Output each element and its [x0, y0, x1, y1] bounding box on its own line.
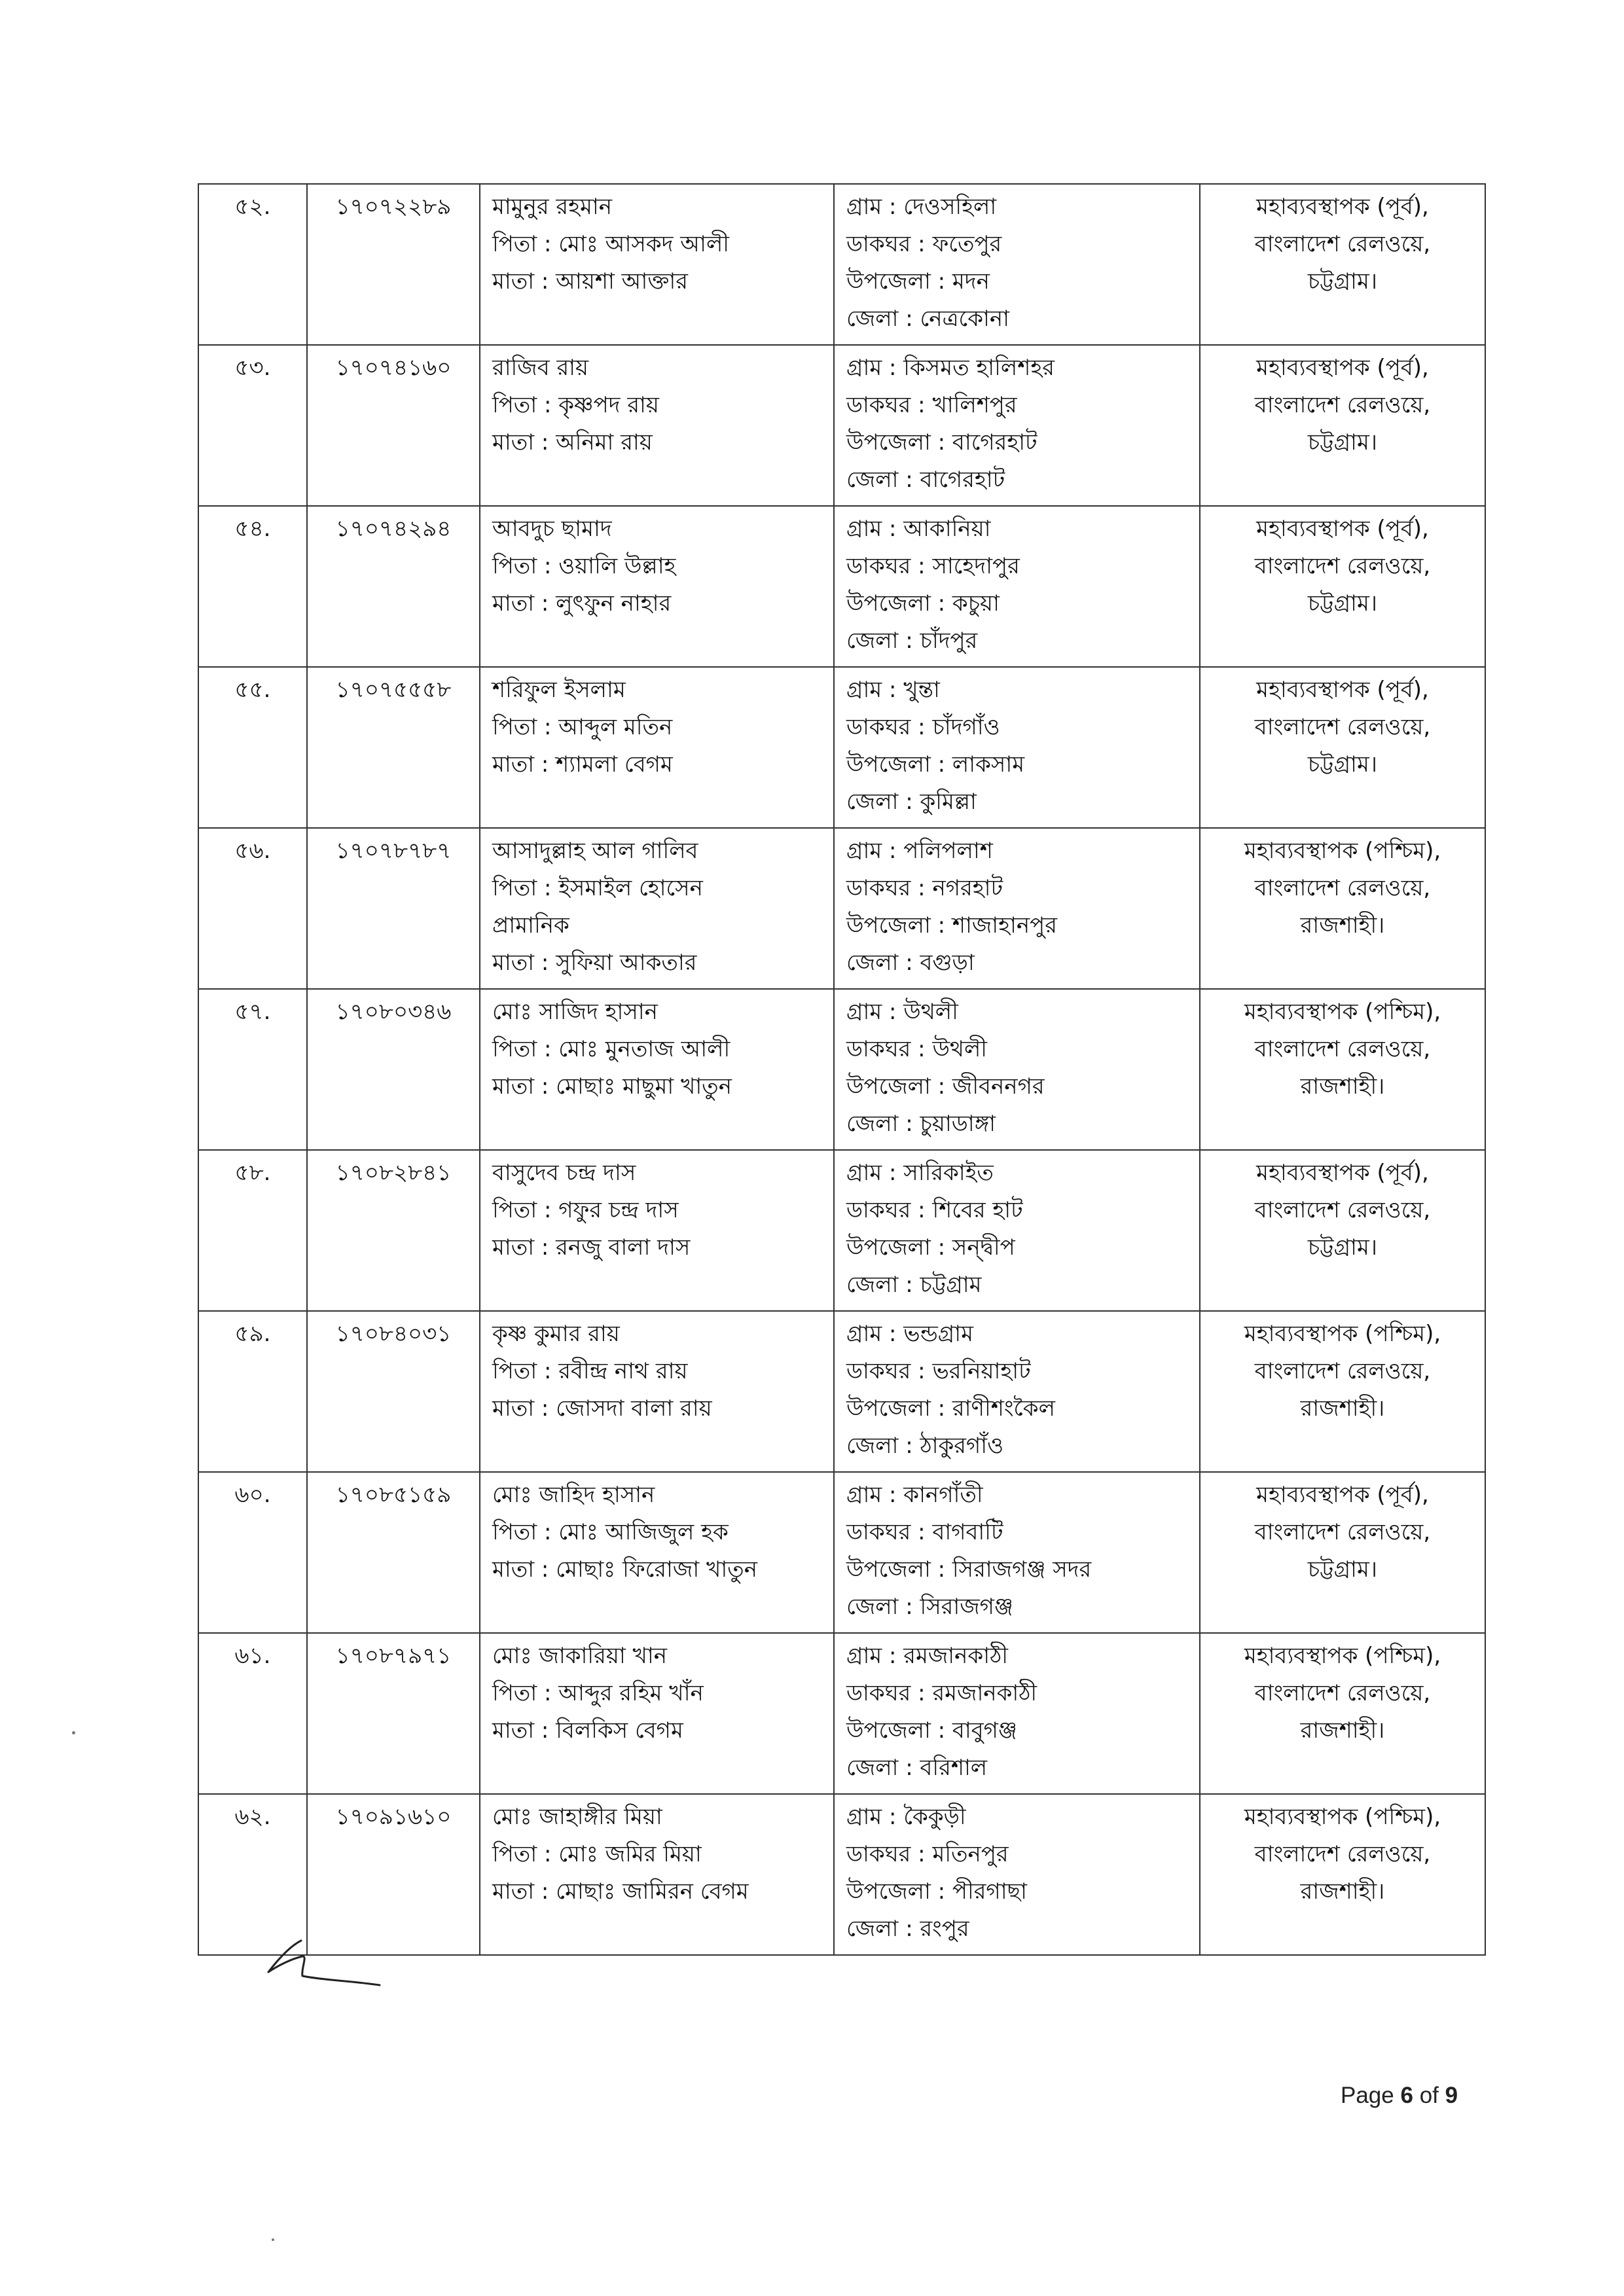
handwritten-signature: [262, 1934, 386, 1990]
table-row: [198, 1794, 1485, 1955]
office-cell: [1200, 184, 1485, 345]
page-number: [1341, 2083, 1458, 2109]
office-org: বাংলাদেশ রেলওয়ে,: [1254, 714, 1431, 740]
candidate-name: কৃষ্ণ কুমার রায়: [492, 1321, 620, 1347]
office-city: চট্টগ্রাম।: [1307, 429, 1378, 456]
office-title: মহাব্যবস্থাপক (পূর্ব),: [1256, 194, 1429, 220]
roll-cell: ১৭০৭৫৫৫৮: [307, 667, 480, 828]
post-office: ডাকঘর : রমজানকাঠী: [846, 1680, 1038, 1706]
office-cell: [1200, 989, 1485, 1150]
office-city: রাজশাহী।: [1300, 1878, 1385, 1905]
office-title: মহাব্যবস্থাপক (পশ্চিম),: [1244, 1643, 1441, 1669]
serial-cell: ৫৩.: [198, 345, 307, 506]
father-name: পিতা : মোঃ আসকদ আলী: [492, 231, 730, 257]
office-org: বাংলাদেশ রেলওয়ে,: [1254, 1197, 1431, 1223]
district: জেলা : ঠাকুরগাঁও: [846, 1433, 1004, 1459]
village: গ্রাম : রমজানকাঠী: [846, 1643, 1008, 1669]
candidate-name: শরিফুল ইসলাম: [492, 677, 626, 703]
district: জেলা : চট্টগ্রাম: [846, 1272, 982, 1298]
post-office: ডাকঘর : শিবের হাট: [846, 1197, 1023, 1223]
table-row: [198, 989, 1485, 1150]
upazila: উপজেলা : সন্দ্বীপ: [846, 1234, 1015, 1261]
office-title: মহাব্যবস্থাপক (পূর্ব),: [1256, 516, 1429, 542]
office-org: বাংলাদেশ রেলওয়ে,: [1254, 392, 1431, 418]
person-cell: [480, 1633, 834, 1794]
village: গ্রাম : কিসমত হালিশহর: [846, 355, 1055, 381]
candidate-name: আবদুচ ছামাদ: [492, 516, 612, 542]
of-word: of: [1419, 2083, 1439, 2108]
roll-cell: ১৭০৭৮৭৮৭: [307, 828, 480, 989]
post-office: ডাকঘর : চাঁদগাঁও: [846, 714, 1000, 740]
father-name: পিতা : ইসমাইল হোসেন: [492, 875, 703, 901]
person-cell: [480, 1472, 834, 1633]
office-org: বাংলাদেশ রেলওয়ে,: [1254, 553, 1431, 579]
office-cell: [1200, 828, 1485, 989]
address-cell: [834, 1794, 1200, 1955]
father-name: পিতা : রবীন্দ্র নাথ রায়: [492, 1358, 688, 1384]
serial-cell: ৫৭.: [198, 989, 307, 1150]
office-city: রাজশাহী।: [1300, 1717, 1385, 1744]
village: গ্রাম : ভন্ডগ্রাম: [846, 1321, 973, 1347]
office-title: মহাব্যবস্থাপক (পশ্চিম),: [1244, 1321, 1441, 1347]
person-cell: [480, 828, 834, 989]
district: জেলা : বরিশাল: [846, 1755, 988, 1781]
father-name: পিতা : মোঃ মুনতাজ আলী: [492, 1036, 731, 1062]
mother-name: মাতা : মোছাঃ ফিরোজা খাতুন: [492, 1556, 757, 1583]
page-word: Page: [1341, 2083, 1394, 2108]
office-city: রাজশাহী।: [1300, 912, 1385, 939]
roll-cell: ১৭০৯১৬১০: [307, 1794, 480, 1955]
post-office: ডাকঘর : উথলী: [846, 1036, 988, 1062]
candidate-name: মোঃ জাকারিয়া খান: [492, 1643, 667, 1669]
person-cell: [480, 506, 834, 667]
mother-name: মাতা : অনিমা রায়: [492, 429, 653, 456]
upazila: উপজেলা : বাগেরহাট: [846, 429, 1038, 456]
mother-name: মাতা : মোছাঃ মাছুমা খাতুন: [492, 1073, 732, 1100]
post-office: ডাকঘর : ভরনিয়াহাট: [846, 1358, 1031, 1384]
office-org: বাংলাদেশ রেলওয়ে,: [1254, 875, 1431, 901]
office-cell: [1200, 1311, 1485, 1472]
village: গ্রাম : পলিপলাশ: [846, 838, 993, 864]
mother-name: মাতা : মোছাঃ জামিরন বেগম: [492, 1878, 749, 1905]
roll-cell: ১৭০৮৪০৩১: [307, 1311, 480, 1472]
person-cell: [480, 1150, 834, 1311]
roll-cell: ১৭০৮২৮৪১: [307, 1150, 480, 1311]
upazila: উপজেলা : রাণীশংকৈল: [846, 1395, 1055, 1422]
table-row: [198, 1472, 1485, 1633]
father-name: পিতা : মোঃ আজিজুল হক: [492, 1519, 729, 1545]
office-cell: [1200, 1472, 1485, 1633]
mother-name: মাতা : জোসদা বালা রায়: [492, 1395, 712, 1422]
office-title: মহাব্যবস্থাপক (পূর্ব),: [1256, 1160, 1429, 1186]
upazila: উপজেলা : পীরগাছা: [846, 1878, 1028, 1905]
mother-name: মাতা : বিলকিস বেগম: [492, 1717, 683, 1744]
father-name: পিতা : কৃষ্ণপদ রায়: [492, 392, 659, 418]
serial-cell: ৫৮.: [198, 1150, 307, 1311]
office-org: বাংলাদেশ রেলওয়ে,: [1254, 1036, 1431, 1062]
office-org: বাংলাদেশ রেলওয়ে,: [1254, 231, 1431, 257]
office-org: বাংলাদেশ রেলওয়ে,: [1254, 1841, 1431, 1867]
office-city: রাজশাহী।: [1300, 1395, 1385, 1422]
office-city: চট্টগ্রাম।: [1307, 590, 1378, 617]
office-city: চট্টগ্রাম।: [1307, 751, 1378, 778]
district: জেলা : নেত্রকোনা: [846, 306, 1010, 332]
post-office: ডাকঘর : বাগবাটি: [846, 1519, 1003, 1545]
mother-name: মাতা : শ্যামলা বেগম: [492, 751, 673, 778]
address-cell: [834, 184, 1200, 345]
address-cell: [834, 667, 1200, 828]
person-cell: [480, 989, 834, 1150]
current-page: 6: [1400, 2083, 1413, 2108]
mother-name: মাতা : রনজু বালা দাস: [492, 1234, 691, 1261]
upazila: উপজেলা : মদন: [846, 268, 990, 295]
candidate-name: আসাদুল্লাহ আল গালিব: [492, 838, 698, 864]
mother-name: মাতা : লুৎফুন নাহার: [492, 590, 672, 617]
office-cell: [1200, 506, 1485, 667]
post-office: ডাকঘর : ফতেপুর: [846, 231, 1002, 257]
mother-name: মাতা : সুফিয়া আকতার: [492, 950, 697, 976]
district: জেলা : রংপুর: [846, 1916, 969, 1942]
office-cell: [1200, 667, 1485, 828]
person-cell: [480, 667, 834, 828]
district: জেলা : বাগেরহাট: [846, 467, 1005, 493]
village: গ্রাম : কানগাঁতী: [846, 1482, 983, 1508]
serial-cell: ৫৪.: [198, 506, 307, 667]
father-name: পিতা : গফুর চন্দ্র দাস: [492, 1197, 679, 1223]
mother-name: মাতা : আয়শা আক্তার: [492, 268, 688, 295]
address-cell: [834, 1150, 1200, 1311]
father-name: পিতা : আব্দুর রহিম খাঁন: [492, 1680, 704, 1706]
office-title: মহাব্যবস্থাপক (পশ্চিম),: [1244, 1804, 1441, 1830]
candidate-name: রাজিব রায়: [492, 355, 589, 381]
person-cell: [480, 1311, 834, 1472]
district: জেলা : কুমিল্লা: [846, 789, 977, 815]
table-row: [198, 1150, 1485, 1311]
roll-cell: ১৭০৭৪২৯৪: [307, 506, 480, 667]
upazila: উপজেলা : জীবননগর: [846, 1073, 1045, 1100]
office-cell: [1200, 345, 1485, 506]
serial-cell: ৫৬.: [198, 828, 307, 989]
upazila: উপজেলা : সিরাজগঞ্জ সদর: [846, 1556, 1092, 1583]
office-title: মহাব্যবস্থাপক (পূর্ব),: [1256, 355, 1429, 381]
office-title: মহাব্যবস্থাপক (পূর্ব),: [1256, 1482, 1429, 1508]
upazila: উপজেলা : লাকসাম: [846, 751, 1025, 778]
table-row: [198, 1633, 1485, 1794]
serial-cell: ৬১.: [198, 1633, 307, 1794]
table-row: [198, 828, 1485, 989]
father-name: পিতা : আব্দুল মতিন: [492, 714, 673, 740]
office-cell: [1200, 1794, 1485, 1955]
scan-speck: [72, 1731, 75, 1734]
serial-cell: ৬২.: [198, 1794, 307, 1955]
serial-cell: ৬০.: [198, 1472, 307, 1633]
address-cell: [834, 1472, 1200, 1633]
address-cell: [834, 1633, 1200, 1794]
office-city: চট্টগ্রাম।: [1307, 1556, 1378, 1583]
village: গ্রাম : কৈকুড়ী: [846, 1804, 966, 1830]
person-cell: [480, 184, 834, 345]
office-cell: [1200, 1150, 1485, 1311]
roll-cell: ১৭০৮৫১৫৯: [307, 1472, 480, 1633]
serial-cell: ৫২.: [198, 184, 307, 345]
father-name: পিতা : ওয়ালি উল্লাহ: [492, 553, 676, 579]
village: গ্রাম : আকানিয়া: [846, 516, 991, 542]
post-office: ডাকঘর : খালিশপুর: [846, 392, 1017, 418]
upazila: উপজেলা : বাবুগঞ্জ: [846, 1717, 1017, 1744]
serial-cell: ৫৯.: [198, 1311, 307, 1472]
address-cell: [834, 506, 1200, 667]
candidate-name: মোঃ সাজিদ হাসান: [492, 999, 658, 1025]
roll-cell: ১৭০৭২২৮৯: [307, 184, 480, 345]
address-cell: [834, 345, 1200, 506]
person-cell: [480, 345, 834, 506]
village: গ্রাম : সারিকাইত: [846, 1160, 994, 1186]
office-city: চট্টগ্রাম।: [1307, 1234, 1378, 1261]
village: গ্রাম : দেওসহিলা: [846, 194, 997, 220]
table-row: [198, 667, 1485, 828]
person-cell: [480, 1794, 834, 1955]
village: গ্রাম : উথলী: [846, 999, 958, 1025]
candidate-table: [198, 183, 1486, 1956]
district: জেলা : সিরাজগঞ্জ: [846, 1594, 1013, 1620]
office-city: চট্টগ্রাম।: [1307, 268, 1378, 295]
village: গ্রাম : খুন্তা: [846, 677, 940, 703]
serial-cell: ৫৫.: [198, 667, 307, 828]
district: জেলা : চাঁদপুর: [846, 628, 978, 654]
candidate-name: মামুনুর রহমান: [492, 194, 613, 220]
post-office: ডাকঘর : নগরহাট: [846, 875, 1003, 901]
district: জেলা : চুয়াডাঙ্গা: [846, 1111, 996, 1137]
father-name: পিতা : মোঃ জমির মিয়া: [492, 1841, 702, 1867]
candidate-name: বাসুদেব চন্দ্র দাস: [492, 1160, 636, 1186]
post-office: ডাকঘর : মতিনপুর: [846, 1841, 1009, 1867]
office-city: রাজশাহী।: [1300, 1073, 1385, 1100]
total-pages: 9: [1445, 2083, 1458, 2108]
district: জেলা : বগুড়া: [846, 950, 975, 976]
address-cell: [834, 989, 1200, 1150]
table-row: [198, 1311, 1485, 1472]
office-cell: [1200, 1633, 1485, 1794]
post-office: ডাকঘর : সাহেদাপুর: [846, 553, 1020, 579]
candidate-name: মোঃ জাহাঙ্গীর মিয়া: [492, 1804, 662, 1830]
roll-cell: ১৭০৮০৩৪৬: [307, 989, 480, 1150]
office-title: মহাব্যবস্থাপক (পশ্চিম),: [1244, 999, 1441, 1025]
roll-cell: ১৭০৭৪১৬০: [307, 345, 480, 506]
upazila: উপজেলা : কচুয়া: [846, 590, 1000, 617]
office-title: মহাব্যবস্থাপক (পশ্চিম),: [1244, 838, 1441, 864]
scan-speck: [272, 2238, 274, 2241]
office-title: মহাব্যবস্থাপক (পূর্ব),: [1256, 677, 1429, 703]
table-row: [198, 184, 1485, 345]
upazila: উপজেলা : শাজাহানপুর: [846, 912, 1057, 939]
father-name-cont: প্রামানিক: [492, 912, 569, 939]
table-row: [198, 345, 1485, 506]
roll-cell: ১৭০৮৭৯৭১: [307, 1633, 480, 1794]
office-org: বাংলাদেশ রেলওয়ে,: [1254, 1680, 1431, 1706]
office-org: বাংলাদেশ রেলওয়ে,: [1254, 1358, 1431, 1384]
table-row: [198, 506, 1485, 667]
address-cell: [834, 828, 1200, 989]
office-org: বাংলাদেশ রেলওয়ে,: [1254, 1519, 1431, 1545]
address-cell: [834, 1311, 1200, 1472]
candidate-name: মোঃ জাহিদ হাসান: [492, 1482, 655, 1508]
